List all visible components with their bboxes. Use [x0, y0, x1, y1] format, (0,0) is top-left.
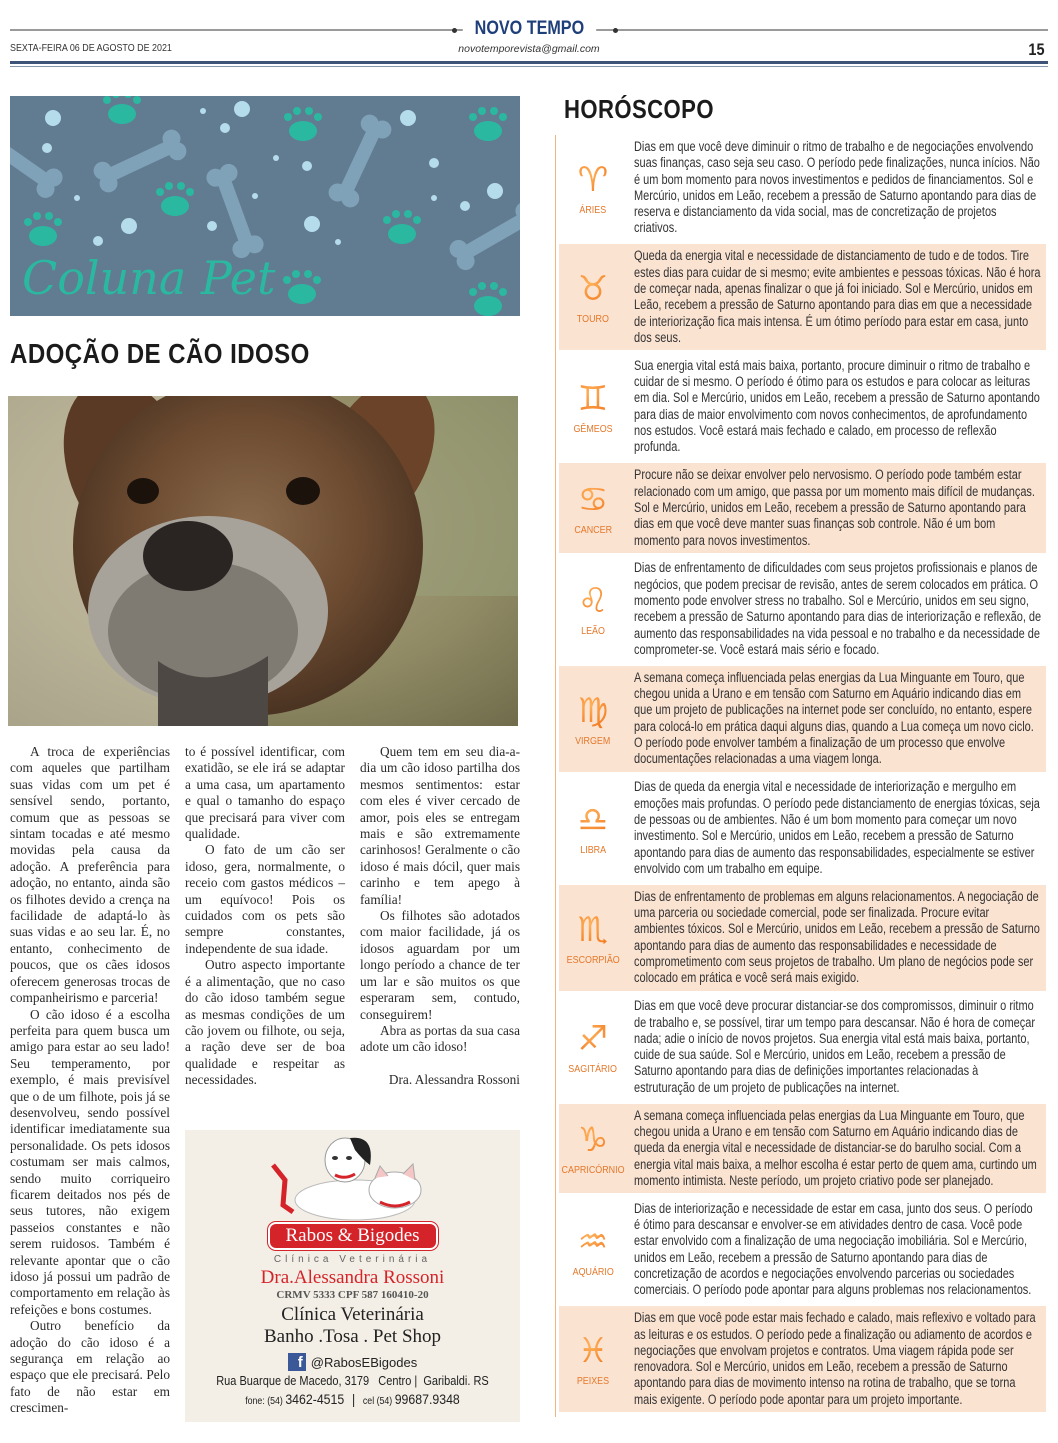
- horoscope-entry: [559, 885, 1046, 991]
- phone-label: fone: (54): [245, 1396, 283, 1407]
- horoscope-title: HORÓSCOPO: [564, 94, 714, 124]
- sign-name: SAGITÁRIO: [568, 1063, 618, 1076]
- cel-number: 99687.9348: [394, 1391, 460, 1407]
- contact-email: novotemporevista@gmail.com: [458, 43, 600, 55]
- horoscope-entry: [559, 354, 1046, 460]
- clinic-subtitle: Clínica Veterinária: [273, 1254, 432, 1265]
- masthead: [0, 18, 1058, 40]
- twins-icon: ♊: [577, 378, 609, 419]
- scorpion-icon: ♏: [577, 909, 609, 950]
- sign-name: LIBRA: [580, 844, 606, 857]
- horoscope-entry: [559, 556, 1046, 662]
- sign-name: TOURO: [576, 313, 610, 326]
- sign-name: CAPRICÓRNIO: [561, 1164, 625, 1177]
- sign-name: LEÃO: [581, 625, 605, 638]
- article-paragraph: Os filhotes são adotados com maior facilidade, já os idosos aguardam por um longo período a chance de ter um lar e são muitos os que esperaram sem, contudo, conseguirem!: [360, 908, 520, 1022]
- ram-icon: ♈: [577, 159, 609, 200]
- sign-badge: [559, 1310, 627, 1408]
- horoscope-text: Dias de enfrentamento de dificuldades com seus projetos profissionais e planos de negócios, que podem precisar de revisão, antes de serem colocados em prática. O momento pode envolver stress no trabalho. Sol e Mercúrio, unidos em seu signo, recebem a pressão de Saturno apontando para dias de interiorização e reflexão, de aumento das responsabilidades na vida pessoal e no trabalho e da necessidade de comprometer-se. Você estará mais sério e focado.: [634, 560, 1042, 657]
- bow-arrow-icon: ♐: [577, 1019, 609, 1060]
- clinic-brand-logo: Rabos & Bigodes: [268, 1222, 438, 1250]
- scales-icon: ♎: [577, 800, 609, 841]
- sign-badge: [559, 358, 627, 456]
- cel-label: cel (54): [362, 1396, 393, 1407]
- doctor-registration: CRMV 5333 CPF 587 160410-20: [276, 1289, 429, 1301]
- horoscope-text: Dias em que você deve procurar distanciar-se dos compromissos, diminuir o ritmo de trabalho e, se possível, tirar um tempo para descansar. Não é hora de começar nada; adie o início de novos projetos. Sua energia vital está mais baixa, portanto, cuide de sua saúde. Sol e Mercúrio, unidos em Leão, recebem a pressão de Saturno apontando para dias de definições importantes relacionadas à estruturação de um projeto de publicações na internet.: [634, 998, 1036, 1095]
- sign-badge: [559, 779, 627, 877]
- issue-date: SEXTA-FEIRA 06 DE AGOSTO DE 2021: [10, 42, 172, 54]
- virgin-icon: ♍: [577, 690, 609, 731]
- article-paragraph: O fato de um cão ser idoso, gera, normalmente, o receio com gastos médicos – um equívoco! Pois os cuidados com os pets são sempre constantes, independente de sua idade.: [185, 842, 345, 956]
- article-paragraph: Quem tem em seu dia-a-dia um cão idoso partilha dos mesmos sentimentos: estar com eles é viver cercado de amor, pois eles se entregam mais e são extremamente carinhosos! Geralmente o cão idoso é mais dócil, quer mais carinho e tem apego à família!: [360, 744, 520, 907]
- coluna-pet-banner: [10, 96, 520, 316]
- crab-icon: ♋: [577, 480, 609, 521]
- clinic-phones: fone: (54) 3462-4515 | cel (54) 99687.9348: [245, 1391, 460, 1407]
- article-paragraph: Outro aspecto importante é a alimentação, que no caso do cão idoso também segue as mesmas condições de um cão jovem ou filhote, ou seja, a ração deve ser de boa qualidade e respeitar as necessidades.: [185, 957, 345, 1088]
- article-paragraph: O cão idoso é a escolha perfeita para quem busca um amigo para estar ao seu lado! Seu temperamento, por exemplo, é mais previsível que o de um filhote, pois já se desenvolveu, sendo possível identificar imediatamente sua personalidade. Os pets idosos costumam ser mais calmos, sendo muito corriqueiro ficarem deitados nos pés de seus tutores, não exigem passeios constantes e não serem ruidosos. Também é relevante apontar que o cão idoso já possui um padrão de comportamento em relação às refeições e bons costumes.: [10, 1006, 170, 1317]
- sign-badge: [559, 248, 627, 346]
- horoscope-text: Dias de queda da energia vital e necessidade de interiorização e mergulho em emoções mais profundas. O período pede distanciamento de energias tóxicas, seja de pessoas ou de ambientes. Não é um bom momento para começar um novo investimento. Sol e Mercúrio, unidos em Leão, recebem a pressão de Saturno apontando para dias de aumento das responsabilidades, especialmente se estiver envolvido com um trabalho em equipe.: [634, 779, 1040, 876]
- sign-name: ÁRIES: [579, 203, 607, 216]
- article-author: Dra. Alessandra Rossoni: [388, 1071, 520, 1087]
- article-paragraph: A troca de experiências com aqueles que partilham suas vidas com um pet é sensível sendo, portanto, comum que as pessoas se sintam tocadas e até mesmo movidas pela causa da adoção. A preferência para adoção, no entanto, ainda são os filhotes devido a crença na facilidade de adaptá-lo às suas vidas e ao seu lar. É, no entanto, conhecimento de poucos, que os cães idosos oferecem generosas trocas de companheirismo e parceria!: [10, 744, 170, 1006]
- horoscope-entry: [559, 775, 1046, 881]
- sign-name: GÊMEOS: [573, 422, 613, 435]
- header-double-rule: [10, 61, 1048, 67]
- horoscope-list: [559, 135, 1046, 1416]
- horoscope-entry: [559, 135, 1046, 241]
- sign-badge: [559, 670, 627, 768]
- services-line-2: Banho .Tosa . Pet Shop: [263, 1326, 442, 1347]
- facebook-icon: f: [288, 1353, 306, 1371]
- horoscope-text: Dias em que você pode estar mais fechado e calado, mais reflexivo e voltado para as leituras e os estudos. O período pede a finalização ou adiamento de acordos e negociações que envolvam projetos e contratos. Uma viagem rápida pode ser renovadora. Sol e Mercúrio, unidos em Leão, recebem a pressão de Saturno apontando para dias de movimento intenso na rotina de trabalho, que se torna mais exigente. O período pode apontar para um projeto importante.: [634, 1310, 1036, 1407]
- horoscope-entry: [559, 1306, 1046, 1412]
- horoscope-text: Sua energia vital está mais baixa, portanto, procure diminuir o ritmo de trabalho e cuidar de si mesmo. O período é ótimo para os estudos e para colocar as leituras em dia. Sol e Mercúrio, unidos em Leão, recebem a pressão de Saturno apontando para dias de maior envolvimento com novos conhecimentos, de aprofundamento nos estudos. Você estará mais fechado e calado, em processo de reflexão profunda.: [634, 357, 1040, 455]
- vet-clinic-advertisement: [185, 1130, 520, 1422]
- horoscope-text: A semana começa influenciada pelas energias da Lua Minguante em Touro, que chegou unida a Urano e em tensão com Saturno em Aquário indicando dias de queda da energia vital e necessidade de distanciar-se do barulho social. Com a energia vital mais baixa, a melhor escolha é estar perto de quem ama, curtindo um momento intimista. Neste período, um projeto criativo pode ser planejado.: [634, 1107, 1037, 1188]
- article-column-3: [360, 744, 520, 1088]
- horoscope-divider: [555, 135, 556, 1417]
- horoscope-entry: [559, 1104, 1046, 1193]
- sign-badge: [559, 1201, 627, 1299]
- publication-name: NOVO TEMPO: [462, 18, 595, 40]
- water-bearer-icon: ♒: [577, 1221, 609, 1262]
- facebook-handle: @RabosEBigodes: [310, 1354, 418, 1370]
- article-title: ADOÇÃO DE CÃO IDOSO: [10, 338, 310, 369]
- services-line-1: Clínica Veterinária: [281, 1304, 424, 1325]
- sign-name: VIRGEM: [575, 734, 611, 747]
- article-column-1: [10, 744, 170, 1417]
- lion-icon: ♌: [577, 581, 609, 622]
- article-paragraph: Outro benefício da adoção do cão idoso é a segurança em relação ao espaço que ele precisará. Pelo fato de não estar em crescimen-: [10, 1318, 170, 1416]
- horoscope-text: Dias de enfrentamento de problemas em alguns relacionamentos. A negociação de uma parceria ou sociedade comercial, pode ser finalizada. Procure evitar ambientes tóxicos. Sol e Mercúrio, unidos em Leão, recebem a pressão de Saturno apontando para dias de aumento das responsabilidades e necessidade de comprometimento com seus projetos de trabalho. Um plano de negócios pode ser colocado em prática e você será mais exigido.: [634, 888, 1040, 986]
- sign-badge: [559, 1108, 627, 1189]
- page-number: 15: [1028, 40, 1045, 59]
- horoscope-entry: [559, 994, 1046, 1100]
- sign-name: ESCORPIÃO: [566, 953, 620, 966]
- bull-icon: ♉: [577, 269, 609, 310]
- dog-and-cat-illustration: [185, 1130, 520, 1222]
- horoscope-text: Dias de interiorização e necessidade de estar em casa, junto dos seus. O período é ótimo para descansar e envolver-se em atividades dentro de casa. Você pode estar envolvido com a finalização de uma negociação imobiliária. Sol e Mercúrio, unidos em Leão, recebem a pressão de Saturno apontando para dias de concretização de acordos e negociações envolvendo parcerias ou sociedades comerciais. O período pode apontar para alguns problemas nos relacionamentos.: [634, 1200, 1033, 1298]
- horoscope-entry: [559, 1197, 1046, 1303]
- sign-badge: [559, 998, 627, 1096]
- horoscope-text: Queda da energia vital e necessidade de distanciamento de tudo e de todos. Tire estes dias para cuidar de si mesmo; evite ambientes e pessoas tóxicas. Não é hora de começar nada, apenas finalizar o que já foi iniciado. Sol e Mercúrio, unidos em Leão, recebem a pressão de Saturno apontando para dias em que a necessidade de interiorização fica mais intensa. É um ótimo período para estar em casa, junto dos seus.: [634, 248, 1041, 345]
- horoscope-entry: [559, 666, 1046, 772]
- horoscope-text: Procure não se deixar envolver pelo nervosismo. O período pode também estar relacionado com um amigo, que passa por um momento mais difícil de mudanças. Sol e Mercúrio, unidos em Leão, recebem a pressão de Saturno apontando para dias em que você deve manter suas finanças sob controle. Não é um bom momento para novos investimentos.: [634, 467, 1035, 548]
- senior-dog-photo: [8, 396, 518, 726]
- bullet-icon: [452, 28, 457, 33]
- sign-badge: [559, 139, 627, 237]
- article-paragraph: Abra as portas da sua casa adote um cão idoso!: [360, 1022, 520, 1055]
- bullet-icon: [613, 28, 618, 33]
- sign-name: PEIXES: [576, 1375, 610, 1388]
- phone-number: 3462-4515: [285, 1391, 345, 1407]
- sign-badge: [559, 889, 627, 987]
- banner-title: Coluna Pet: [22, 251, 276, 305]
- article-paragraph: to é possível identificar, com exatidão, se ele irá se adaptar a uma casa, um apartamento e qual o tamanho do espaço que precisará para viver com qualidade.: [185, 744, 345, 842]
- goat-icon: ♑: [577, 1120, 609, 1161]
- sign-name: AQUÁRIO: [572, 1265, 614, 1278]
- fish-icon: ♓: [577, 1331, 609, 1372]
- horoscope-text: A semana começa influenciada pelas energias da Lua Minguante em Touro, que chegou unida a Urano e em tensão com Saturno em Aquário indicando dias em que um projeto de publicações na internet pode ser concluído, no entanto, espere para colocá-lo em prática daqui alguns dias, quando a Lua começa um novo ciclo. O período pode envolver também a finalização de um processo que envolve documentações relacionadas a uma viagem longa.: [634, 669, 1034, 767]
- horoscope-entry: [559, 244, 1046, 350]
- doctor-name: Dra.Alessandra Rossoni: [260, 1267, 445, 1288]
- horoscope-entry: [559, 463, 1046, 552]
- sign-name: CANCER: [574, 524, 612, 537]
- horoscope-text: Dias em que você deve diminuir o ritmo de trabalho e de negociações envolvendo suas finanças, caso seja seu caso. O período pede finalizações, nunca inícios. Não é um bom momento para novos investimentos e pedidos de financiamentos. Sol e Mercúrio, unidos em Leão, recebem a pressão de Saturno apontando para dias de reserva e distanciamento da vida social, mas de concretização de projetos criativos.: [634, 139, 1040, 236]
- clinic-address: Rua Buarque de Macedo, 3179 Centro | Garibaldi. RS: [216, 1374, 489, 1388]
- sign-badge: [559, 560, 627, 658]
- sign-badge: [559, 467, 627, 548]
- article-column-2: [185, 744, 345, 1089]
